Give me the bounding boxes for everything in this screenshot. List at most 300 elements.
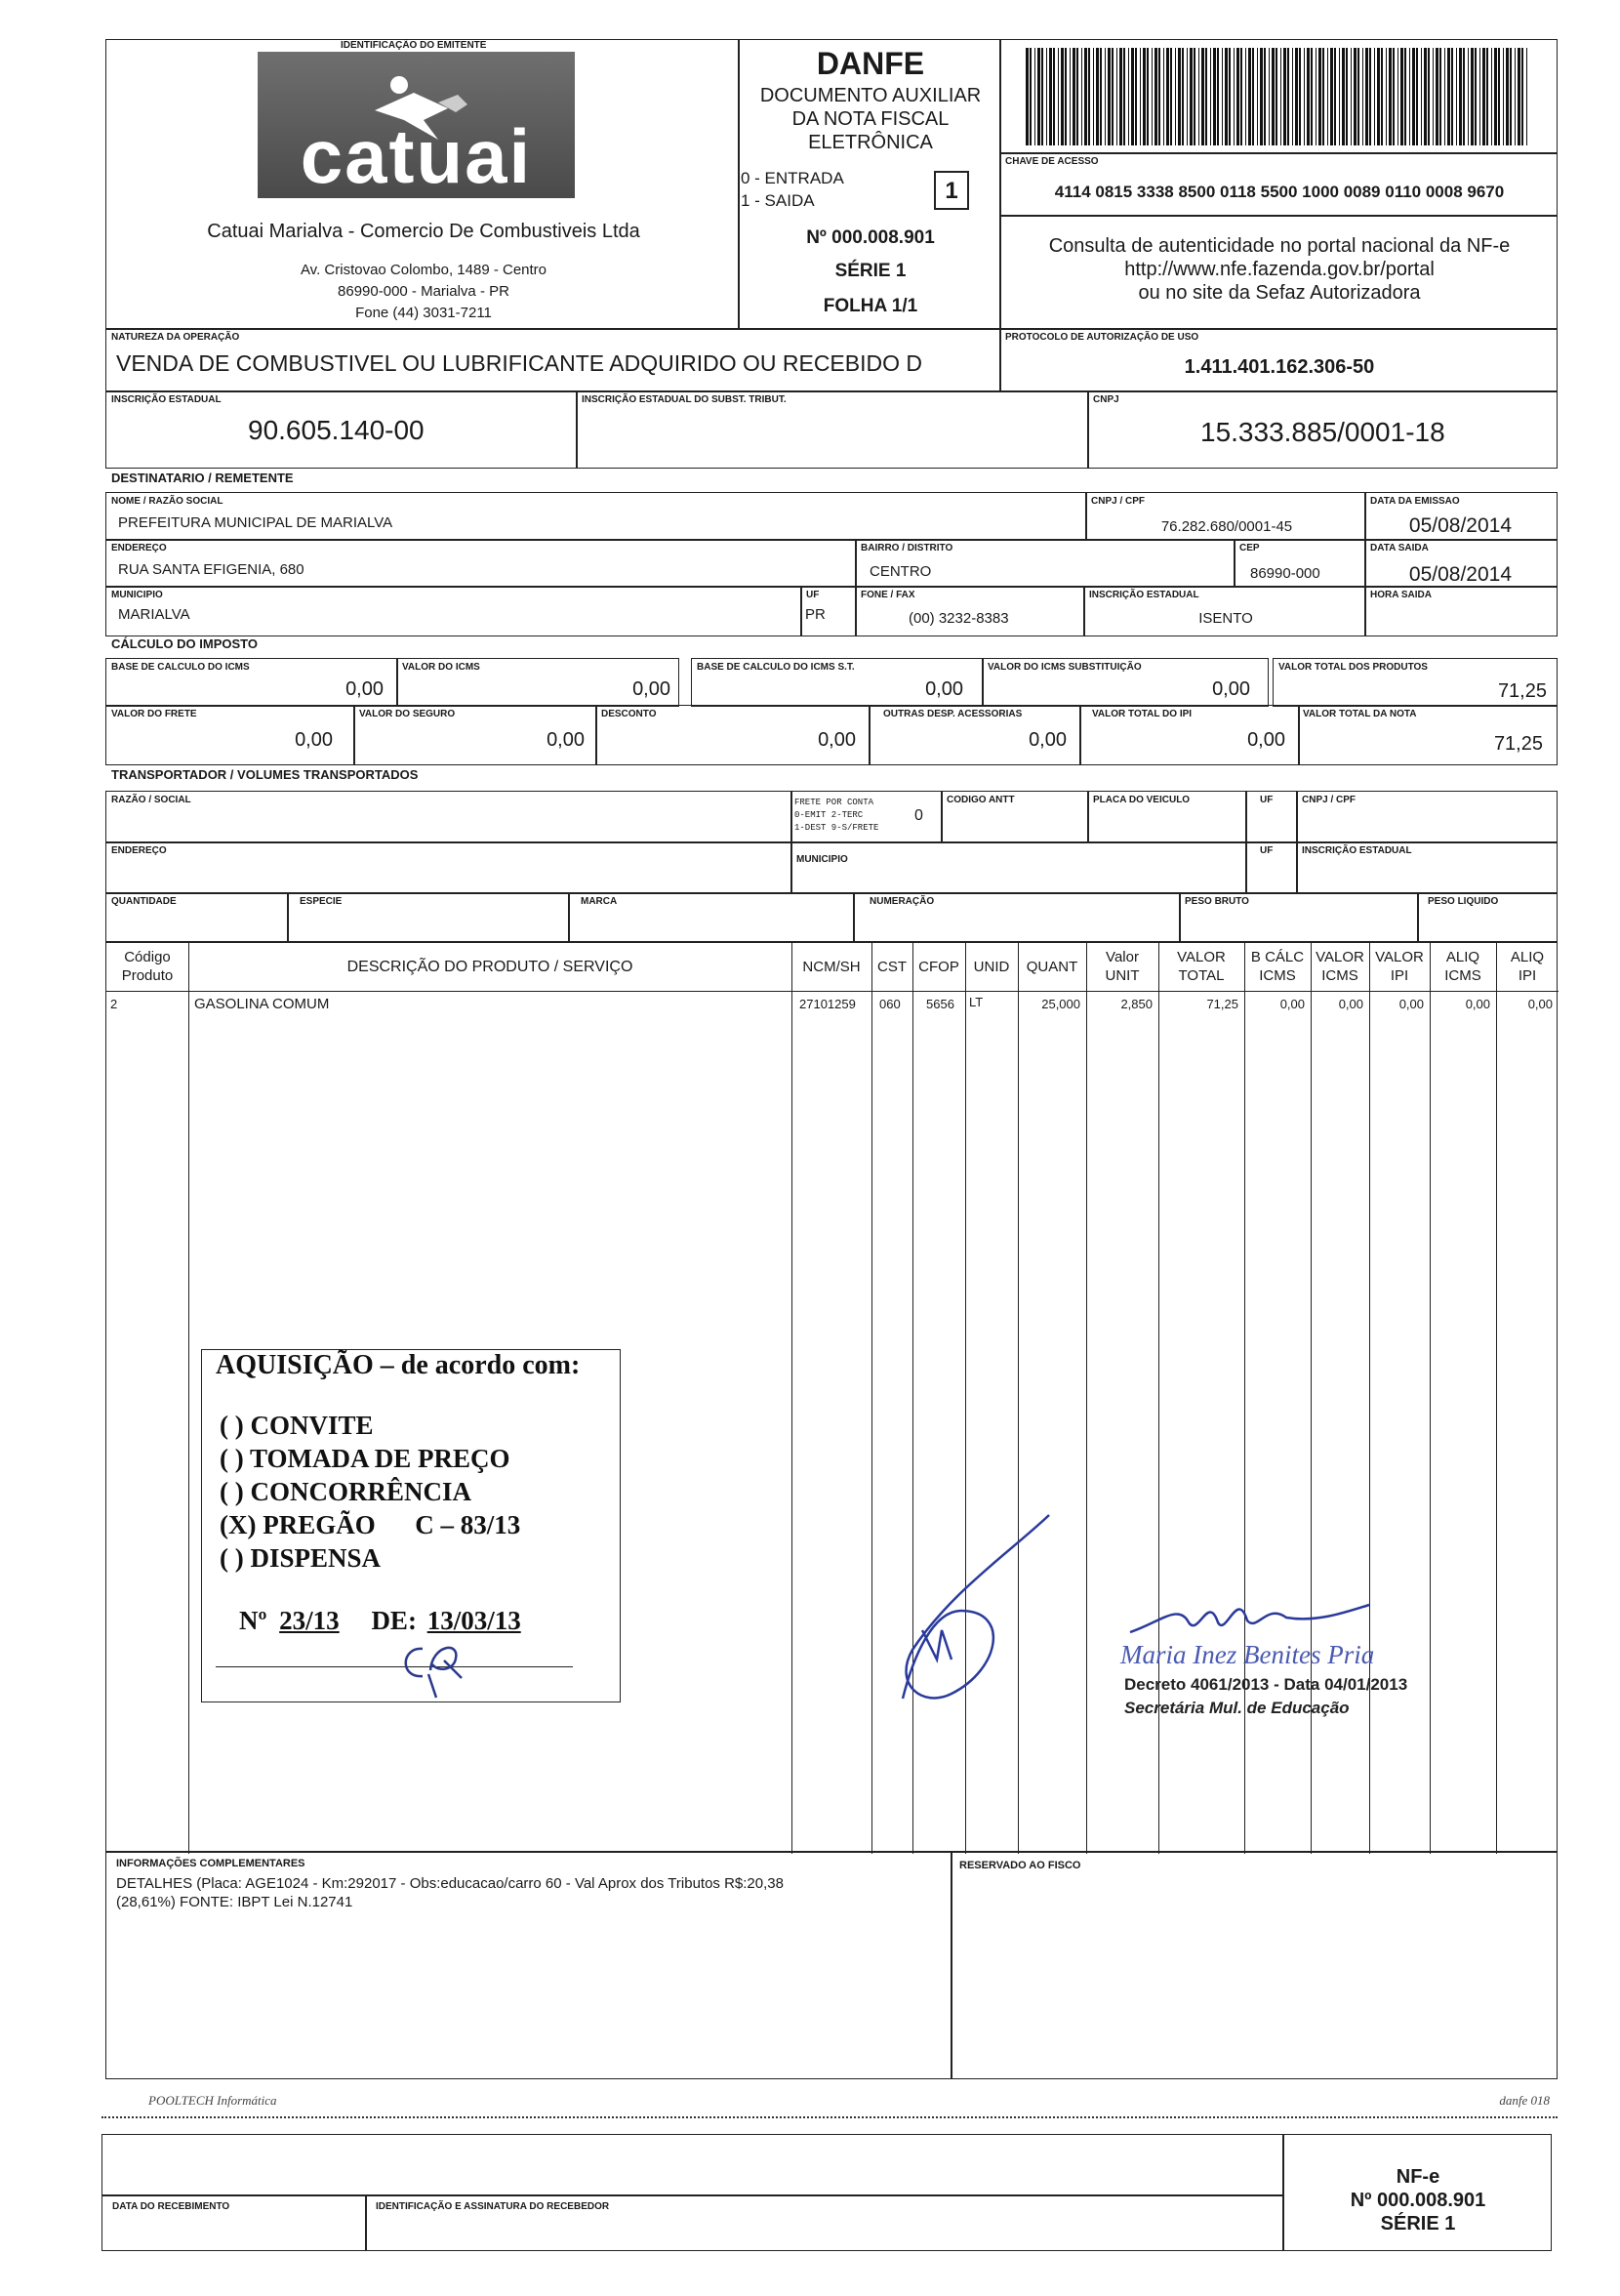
barcode-bar bbox=[1116, 48, 1117, 145]
barcode-bar bbox=[1421, 48, 1422, 145]
consulta-line2: http://www.nfe.fazenda.gov.br/portal bbox=[1124, 259, 1435, 280]
barcode-bar bbox=[1041, 48, 1043, 145]
signature-icon bbox=[1120, 1583, 1374, 1642]
barcode-bar bbox=[1357, 48, 1359, 145]
barcode-bar bbox=[1081, 48, 1082, 145]
row-descricao: GASOLINA COMUM bbox=[194, 996, 330, 1012]
barcode-bar bbox=[1058, 48, 1059, 145]
dest-emissao: 05/08/2014 bbox=[1408, 514, 1512, 537]
th-cfop: CFOP bbox=[918, 959, 959, 975]
base-icms-st-box bbox=[691, 658, 984, 707]
barcode-bar bbox=[1463, 48, 1465, 145]
barcode-bar bbox=[1105, 48, 1106, 145]
dest-bairro-box bbox=[855, 539, 1235, 588]
barcode-icon bbox=[1026, 48, 1533, 145]
barcode-bar bbox=[1456, 48, 1457, 145]
canhoto-serie: SÉRIE 1 bbox=[1380, 2213, 1456, 2234]
barcode-bar bbox=[1135, 48, 1137, 145]
transp-frete-conta-value: 0 bbox=[914, 807, 923, 824]
base-icms: 0,00 bbox=[345, 678, 384, 700]
footer-right: danfe 018 bbox=[1499, 2093, 1550, 2108]
stamp-option-dispensa: ( ) DISPENSA bbox=[220, 1543, 382, 1573]
stamp-de-label: DE: bbox=[371, 1606, 417, 1635]
dest-saida: 05/08/2014 bbox=[1408, 563, 1512, 586]
dest-fone-box bbox=[855, 586, 1085, 636]
protocolo-label: PROTOCOLO DE AUTORIZAÇÃO DE USO bbox=[1005, 332, 1199, 343]
transp-municipio-label: MUNICIPIO bbox=[796, 854, 848, 865]
base-icms-st: 0,00 bbox=[925, 678, 963, 700]
barcode-bar bbox=[1397, 48, 1398, 145]
info-label: INFORMAÇÕES COMPLEMENTARES bbox=[116, 1858, 305, 1869]
dest-cep: 86990-000 bbox=[1250, 565, 1320, 582]
valor-icms-st: 0,00 bbox=[1212, 678, 1250, 700]
dest-bairro: CENTRO bbox=[870, 563, 932, 580]
dest-bairro-label: BAIRRO / DISTRITO bbox=[861, 543, 953, 554]
dest-endereco-label: ENDEREÇO bbox=[111, 543, 167, 554]
dest-hora-box bbox=[1364, 586, 1558, 636]
barcode-bar bbox=[1494, 48, 1497, 145]
barcode-bar bbox=[1112, 48, 1114, 145]
emitente-phone: Fone (44) 3031-7211 bbox=[355, 305, 492, 321]
danfe-subtitle2: DA NOTA FISCAL bbox=[791, 108, 950, 130]
barcode-bar bbox=[1201, 48, 1204, 145]
barcode-bar bbox=[1342, 48, 1345, 145]
danfe-folha: FOLHA 1/1 bbox=[823, 296, 918, 316]
outras-label: OUTRAS DESP. ACESSORIAS bbox=[883, 709, 1023, 719]
fisco-box bbox=[951, 1851, 1558, 2079]
dest-nome-label: NOME / RAZÃO SOCIAL bbox=[111, 496, 223, 507]
dest-emissao-box bbox=[1364, 492, 1558, 541]
th-valor-icms: VALOR ICMS bbox=[1316, 949, 1364, 984]
transp-especie-label: ESPECIE bbox=[300, 896, 343, 907]
seguro-label: VALOR DO SEGURO bbox=[359, 709, 456, 719]
barcode-bar bbox=[1213, 48, 1216, 145]
transp-uf2-box bbox=[1245, 841, 1298, 894]
ie-st-box bbox=[576, 390, 1089, 469]
stamp-option-pregao: (X) PREGÃO C – 83/13 bbox=[220, 1510, 521, 1539]
base-icms-label: BASE DE CALCULO DO ICMS bbox=[111, 662, 250, 673]
barcode-bar bbox=[1365, 48, 1368, 145]
row-cst: 060 bbox=[879, 997, 901, 1011]
dest-endereco: RUA SANTA EFIGENIA, 680 bbox=[118, 561, 304, 578]
barcode-bar bbox=[1292, 48, 1293, 145]
aquisicao-stamp bbox=[201, 1349, 621, 1702]
row-aliq-ipi: 0,00 bbox=[1527, 997, 1553, 1011]
row-aliq-icms: 0,00 bbox=[1465, 997, 1490, 1011]
cnpj-label: CNPJ bbox=[1093, 394, 1119, 405]
transp-endereco-box bbox=[105, 841, 792, 894]
barcode-bar bbox=[1070, 48, 1071, 145]
barcode-bar bbox=[1217, 48, 1219, 145]
canhoto-numero: Nº 000.008.901 bbox=[1350, 2190, 1486, 2211]
th-descricao: DESCRIÇÃO DO PRODUTO / SERVIÇO bbox=[346, 959, 633, 975]
barcode-bar bbox=[1222, 48, 1223, 145]
ipi-label: VALOR TOTAL DO IPI bbox=[1092, 709, 1193, 719]
signature-cargo: Secretária Mul. de Educação bbox=[1124, 1699, 1350, 1717]
barcode-bar bbox=[1187, 48, 1188, 145]
destinatario-section-label: DESTINATARIO / REMETENTE bbox=[111, 471, 294, 485]
transp-peso-liquido-label: PESO LIQUIDO bbox=[1428, 896, 1499, 907]
dest-cep-box bbox=[1234, 539, 1366, 588]
barcode-bar bbox=[1447, 48, 1450, 145]
dest-ie-box bbox=[1083, 586, 1366, 636]
barcode-bar bbox=[1198, 48, 1199, 145]
transportador-section-label: TRANSPORTADOR / VOLUMES TRANSPORTADOS bbox=[111, 767, 419, 782]
transp-peso-liquido-box bbox=[1417, 892, 1558, 943]
barcode-bar bbox=[1152, 48, 1153, 145]
danfe-subtitle1: DOCUMENTO AUXILIAR bbox=[759, 85, 982, 106]
th-bc-icms: B CÁLC ICMS bbox=[1250, 949, 1305, 984]
canhoto-assinatura-label: IDENTIFICAÇÃO E ASSINATURA DO RECEBEDOR bbox=[376, 2201, 610, 2212]
valor-icms-box bbox=[396, 658, 679, 707]
canhoto-top-box bbox=[101, 2134, 1284, 2196]
barcode-bar bbox=[1030, 48, 1032, 145]
danfe-tipo: 1 bbox=[934, 171, 969, 210]
transp-antt-box bbox=[941, 791, 1089, 843]
barcode-bar bbox=[1248, 48, 1251, 145]
barcode-bar bbox=[1374, 48, 1375, 145]
dest-uf-box bbox=[800, 586, 857, 636]
barcode-bar bbox=[1096, 48, 1099, 145]
footer-left: POOLTECH Informática bbox=[148, 2093, 277, 2108]
barcode-bar bbox=[1386, 48, 1387, 145]
cnpj-value: 15.333.885/0001-18 bbox=[1200, 417, 1445, 447]
barcode-bar bbox=[1498, 48, 1500, 145]
canhoto-data-label: DATA DO RECEBIMENTO bbox=[112, 2201, 230, 2212]
seguro: 0,00 bbox=[547, 729, 585, 751]
row-cfop: 5656 bbox=[926, 997, 954, 1011]
ipi: 0,00 bbox=[1247, 729, 1285, 751]
barcode-bar bbox=[1245, 48, 1246, 145]
stamp-option-convite: ( ) CONVITE bbox=[220, 1411, 374, 1440]
imposto-section-label: CÁLCULO DO IMPOSTO bbox=[111, 636, 258, 651]
transp-placa-box bbox=[1087, 791, 1247, 843]
ie-st-label: INSCRIÇÃO ESTADUAL DO SUBST. TRIBUT. bbox=[582, 394, 787, 405]
consulta-line3: ou no site da Sefaz Autorizadora bbox=[1138, 282, 1421, 304]
barcode-bar bbox=[1351, 48, 1352, 145]
barcode-bar bbox=[1065, 48, 1067, 145]
transp-frete-conta1: FRETE POR CONTA bbox=[794, 798, 874, 807]
barcode-bar bbox=[1468, 48, 1469, 145]
th-codigo: Código Produto bbox=[121, 949, 174, 984]
dest-hora-label: HORA SAIDA bbox=[1370, 590, 1432, 600]
total-produtos-label: VALOR TOTAL DOS PRODUTOS bbox=[1278, 662, 1428, 673]
barcode-bar bbox=[1210, 48, 1211, 145]
transp-municipio-box bbox=[790, 841, 1247, 894]
barcode-bar bbox=[1518, 48, 1520, 145]
barcode-bar bbox=[1428, 48, 1430, 145]
transp-uf2-label: UF bbox=[1260, 845, 1274, 856]
row-ncm: 27101259 bbox=[799, 997, 856, 1011]
barcode-bar bbox=[1073, 48, 1075, 145]
barcode-bar bbox=[1393, 48, 1395, 145]
barcode-bar bbox=[1381, 48, 1383, 145]
row-valor-total: 71,25 bbox=[1206, 997, 1238, 1011]
row-valor-icms: 0,00 bbox=[1338, 997, 1363, 1011]
transp-numeracao-label: NUMERAÇÃO bbox=[870, 896, 935, 907]
outras: 0,00 bbox=[1029, 729, 1067, 751]
barcode-bar bbox=[1475, 48, 1477, 145]
barcode-bar bbox=[1182, 48, 1184, 145]
ipi-box bbox=[1079, 705, 1300, 765]
th-valor-unit: Valor UNIT bbox=[1105, 949, 1140, 984]
total-produtos: 71,25 bbox=[1497, 680, 1547, 702]
transp-antt-label: CODIGO ANTT bbox=[947, 795, 1015, 805]
th-ncm: NCM/SH bbox=[802, 959, 861, 975]
barcode-bar bbox=[1061, 48, 1064, 145]
transp-numeracao-box bbox=[853, 892, 1181, 943]
barcode-bar bbox=[1389, 48, 1392, 145]
barcode-bar bbox=[1311, 48, 1313, 145]
dest-ie-label: INSCRIÇÃO ESTADUAL bbox=[1089, 590, 1199, 600]
barcode-bar bbox=[1416, 48, 1418, 145]
transp-frete-conta3: 1-DEST 9-S/FRETE bbox=[794, 823, 879, 833]
transp-especie-box bbox=[287, 892, 570, 943]
transp-quantidade-label: QUANTIDADE bbox=[111, 896, 177, 907]
barcode-bar bbox=[1439, 48, 1441, 145]
barcode-bar bbox=[1322, 48, 1324, 145]
emitente-address2: 86990-000 - Marialva - PR bbox=[338, 283, 509, 300]
fisco-label: RESERVADO AO FISCO bbox=[959, 1860, 1081, 1871]
canhoto-assinatura-box bbox=[365, 2194, 1284, 2251]
barcode-bar bbox=[1339, 48, 1340, 145]
barcode-bar bbox=[1503, 48, 1504, 145]
transp-ie-label: INSCRIÇÃO ESTADUAL bbox=[1302, 845, 1412, 856]
transp-peso-bruto-box bbox=[1179, 892, 1419, 943]
stamp-initials-icon bbox=[384, 1631, 491, 1700]
barcode-box bbox=[999, 39, 1558, 154]
dest-cnpj-box bbox=[1085, 492, 1366, 541]
row-valor-unit: 2,850 bbox=[1120, 997, 1153, 1011]
th-aliq-icms: ALIQ ICMS bbox=[1444, 949, 1481, 984]
barcode-bar bbox=[1362, 48, 1363, 145]
transp-marca-box bbox=[568, 892, 855, 943]
canhoto-nfe: NF-e bbox=[1396, 2166, 1440, 2188]
barcode-bar bbox=[1304, 48, 1305, 145]
barcode-bar bbox=[1436, 48, 1438, 145]
cut-line bbox=[101, 2116, 1558, 2118]
emitente-name: Catuai Marialva - Comercio De Combustiveis Ltda bbox=[207, 221, 640, 242]
barcode-bar bbox=[1108, 48, 1111, 145]
consulta-box bbox=[999, 215, 1558, 330]
barcode-bar bbox=[1205, 48, 1207, 145]
valor-icms-st-box bbox=[982, 658, 1269, 707]
barcode-bar bbox=[1190, 48, 1193, 145]
row-bc-icms: 0,00 bbox=[1279, 997, 1305, 1011]
desconto-box bbox=[595, 705, 871, 765]
barcode-bar bbox=[1521, 48, 1523, 145]
barcode-bar bbox=[1479, 48, 1480, 145]
chave-label: CHAVE DE ACESSO bbox=[1005, 156, 1099, 167]
barcode-bar bbox=[1299, 48, 1301, 145]
dest-fone: (00) 3232-8383 bbox=[909, 610, 1009, 627]
dest-municipio: MARIALVA bbox=[118, 606, 190, 623]
transp-cnpj-label: CNPJ / CPF bbox=[1302, 795, 1357, 805]
signature-decreto: Decreto 4061/2013 - Data 04/01/2013 bbox=[1124, 1675, 1408, 1694]
row-valor-ipi: 0,00 bbox=[1398, 997, 1424, 1011]
barcode-bar bbox=[1194, 48, 1195, 145]
dest-cep-label: CEP bbox=[1239, 543, 1260, 554]
barcode-bar bbox=[1404, 48, 1406, 145]
barcode-bar bbox=[1377, 48, 1380, 145]
barcode-bar bbox=[1515, 48, 1516, 145]
barcode-bar bbox=[1330, 48, 1333, 145]
emitente-label: IDENTIFICAÇÃO DO EMITENTE bbox=[341, 40, 487, 51]
barcode-bar bbox=[1295, 48, 1298, 145]
barcode-bar bbox=[1264, 48, 1266, 145]
barcode-bar bbox=[1307, 48, 1310, 145]
info-line2: (28,61%) FONTE: IBPT Lei N.12741 bbox=[116, 1894, 353, 1910]
dest-fone-label: FONE / FAX bbox=[861, 590, 915, 600]
barcode-bar bbox=[1140, 48, 1141, 145]
natureza-label: NATUREZA DA OPERAÇÃO bbox=[111, 332, 240, 343]
base-icms-st-label: BASE DE CALCULO DO ICMS S.T. bbox=[697, 662, 855, 673]
barcode-bar bbox=[1076, 48, 1078, 145]
base-icms-box bbox=[105, 658, 398, 707]
stamp-option-concorrencia: ( ) CONCORRÊNCIA bbox=[220, 1477, 471, 1506]
barcode-bar bbox=[1240, 48, 1242, 145]
barcode-bar bbox=[1084, 48, 1087, 145]
signature-name: Maria Inez Benites Pria bbox=[1120, 1640, 1375, 1669]
barcode-bar bbox=[1053, 48, 1055, 145]
barcode-bar bbox=[1444, 48, 1445, 145]
danfe-subtitle3: ELETRÔNICA bbox=[808, 132, 933, 153]
barcode-bar bbox=[1334, 48, 1336, 145]
dest-saida-box bbox=[1364, 539, 1558, 588]
barcode-bar bbox=[1229, 48, 1231, 145]
signature-scribble-icon bbox=[893, 1513, 1088, 1738]
dest-cnpj-label: CNPJ / CPF bbox=[1091, 496, 1146, 507]
row-quant: 25,000 bbox=[1041, 997, 1080, 1011]
barcode-bar bbox=[1131, 48, 1134, 145]
transp-frete-conta-box bbox=[790, 791, 943, 843]
barcode-bar bbox=[1318, 48, 1321, 145]
dest-saida-label: DATA SAIDA bbox=[1370, 543, 1429, 554]
barcode-bar bbox=[1451, 48, 1453, 145]
info-line1: DETALHES (Placa: AGE1024 - Km:292017 - Obs:educacao/carro 60 - Val Aprox dos Tributos R$:20,38 bbox=[116, 1875, 784, 1892]
barcode-bar bbox=[1049, 48, 1052, 145]
barcode-bar bbox=[1166, 48, 1169, 145]
emitente-address1: Av. Cristovao Colombo, 1489 - Centro bbox=[300, 262, 547, 278]
barcode-bar bbox=[1482, 48, 1485, 145]
transp-marca-label: MARCA bbox=[581, 896, 618, 907]
dest-cnpj: 76.282.680/0001-45 bbox=[1160, 518, 1293, 535]
consulta-line1: Consulta de autenticidade no portal nacional da NF-e bbox=[1048, 235, 1511, 257]
transp-uf-box bbox=[1245, 791, 1298, 843]
valor-icms-st-label: VALOR DO ICMS SUBSTITUIÇÃO bbox=[988, 662, 1142, 673]
barcode-bar bbox=[1510, 48, 1512, 145]
danfe-saida: 1 - SAIDA bbox=[741, 191, 815, 210]
canhoto-data-box bbox=[101, 2194, 367, 2251]
total-nota-label: VALOR TOTAL DA NOTA bbox=[1303, 709, 1417, 719]
dest-uf-label: UF bbox=[806, 590, 820, 600]
logo-text: catuai bbox=[300, 113, 533, 199]
transp-quantidade-box bbox=[105, 892, 289, 943]
transp-ie-box bbox=[1296, 841, 1558, 894]
total-nota-box bbox=[1298, 705, 1558, 765]
barcode-bar bbox=[1346, 48, 1348, 145]
barcode-bar bbox=[1257, 48, 1258, 145]
natureza-value: VENDA DE COMBUSTIVEL OU LUBRIFICANTE ADQUIRIDO OU RECEBIDO D bbox=[116, 350, 923, 376]
barcode-bar bbox=[1128, 48, 1129, 145]
danfe-serie: SÉRIE 1 bbox=[834, 261, 907, 281]
barcode-bar bbox=[1100, 48, 1102, 145]
stamp-option-tomada: ( ) TOMADA DE PREÇO bbox=[220, 1444, 510, 1473]
transp-frete-conta2: 0-EMIT 2-TERC bbox=[794, 810, 864, 820]
barcode-bar bbox=[1459, 48, 1462, 145]
frete: 0,00 bbox=[295, 729, 333, 751]
dest-uf: PR bbox=[805, 606, 826, 623]
signature-stamp bbox=[1120, 1583, 1433, 1730]
natureza-box bbox=[105, 328, 1001, 392]
barcode-bar bbox=[1093, 48, 1094, 145]
barcode-bar bbox=[1412, 48, 1415, 145]
barcode-bar bbox=[1175, 48, 1176, 145]
barcode-bar bbox=[1170, 48, 1172, 145]
barcode-bar bbox=[1526, 48, 1527, 145]
frete-label: VALOR DO FRETE bbox=[111, 709, 197, 719]
ie-label: INSCRIÇÃO ESTADUAL bbox=[111, 394, 222, 405]
th-cst: CST bbox=[877, 959, 907, 975]
barcode-bar bbox=[1400, 48, 1403, 145]
barcode-bar bbox=[1178, 48, 1181, 145]
barcode-bar bbox=[1034, 48, 1035, 145]
desconto-label: DESCONTO bbox=[601, 709, 657, 719]
canhoto-nfe-box bbox=[1282, 2134, 1552, 2251]
barcode-bar bbox=[1280, 48, 1281, 145]
dest-municipio-box bbox=[105, 586, 802, 636]
dest-municipio-label: MUNICIPIO bbox=[111, 590, 163, 600]
row-codigo: 2 bbox=[110, 997, 118, 1011]
protocolo-value: 1.411.401.162.306-50 bbox=[1184, 356, 1375, 378]
barcode-bar bbox=[1491, 48, 1492, 145]
stamp-data: 13/03/13 bbox=[426, 1606, 521, 1635]
seguro-box bbox=[353, 705, 597, 765]
barcode-bar bbox=[1486, 48, 1488, 145]
barcode-bar bbox=[1269, 48, 1270, 145]
barcode-bar bbox=[1037, 48, 1040, 145]
barcode-bar bbox=[1409, 48, 1410, 145]
barcode-bar bbox=[1026, 48, 1029, 145]
barcode-bar bbox=[1225, 48, 1228, 145]
barcode-bar bbox=[1260, 48, 1263, 145]
barcode-bar bbox=[1154, 48, 1157, 145]
cnpj-box bbox=[1087, 390, 1558, 469]
barcode-bar bbox=[1369, 48, 1371, 145]
barcode-bar bbox=[1158, 48, 1160, 145]
transp-uf-label: UF bbox=[1260, 795, 1274, 805]
barcode-bar bbox=[1088, 48, 1090, 145]
transp-placa-label: PLACA DO VEICULO bbox=[1093, 795, 1191, 805]
danfe-numero: Nº 000.008.901 bbox=[806, 227, 935, 248]
ie-box bbox=[105, 390, 578, 469]
barcode-bar bbox=[1147, 48, 1149, 145]
total-produtos-box bbox=[1273, 658, 1558, 707]
protocolo-box bbox=[999, 328, 1558, 392]
dest-nome-box bbox=[105, 492, 1087, 541]
dest-endereco-box bbox=[105, 539, 857, 588]
th-quant: QUANT bbox=[1026, 959, 1078, 975]
stamp-title: AQUISIÇÃO – de acordo com: bbox=[216, 1350, 581, 1380]
transp-cnpj-box bbox=[1296, 791, 1558, 843]
barcode-bar bbox=[1272, 48, 1275, 145]
outras-box bbox=[869, 705, 1081, 765]
barcode-bar bbox=[1287, 48, 1289, 145]
row-unid: LT bbox=[969, 995, 984, 1009]
barcode-bar bbox=[1424, 48, 1427, 145]
total-nota: 71,25 bbox=[1493, 733, 1543, 755]
barcode-bar bbox=[1046, 48, 1047, 145]
